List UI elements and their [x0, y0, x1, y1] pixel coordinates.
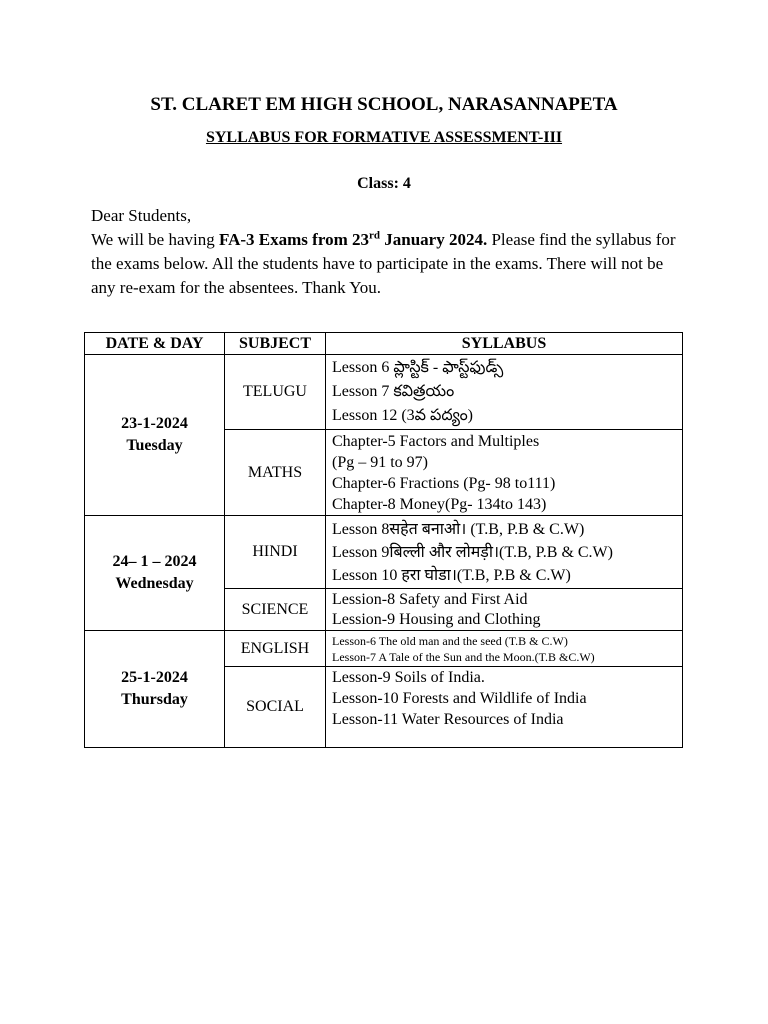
table-row [85, 355, 683, 430]
subject-cell: HINDI [225, 516, 326, 589]
exam-day: Thursday [121, 691, 188, 708]
syllabus-line: Lesson 12 (3వ పద్యం) [332, 407, 474, 424]
syllabus-cell [326, 631, 683, 667]
notice-letter [91, 204, 691, 300]
subject-cell: SOCIAL [225, 667, 326, 748]
document-title [0, 129, 768, 147]
syllabus-line: Lesson-9 Soils of India. [332, 669, 485, 686]
syllabus-line: (Pg – 91 to 97) [332, 453, 428, 471]
date-cell [85, 631, 225, 748]
date-cell [85, 516, 225, 631]
body-text: Please find the syllabus for the exams below. All the students have to participate in the exams. There will not be any re-exam for the absentees. Thank You. [91, 230, 676, 297]
table-row [85, 631, 683, 667]
syllabus-line: Lesson-7 A Tale of the Sun and the Moon.(T.B &C.W) [332, 649, 595, 664]
table-header-row [85, 333, 683, 355]
subject-cell: MATHS [225, 430, 326, 516]
exam-highlight [219, 230, 487, 249]
syllabus-line: Lesson-6 The old man and the seed (T.B & C.W) [332, 633, 568, 648]
date-cell [85, 355, 225, 516]
syllabus-cell [326, 589, 683, 631]
exam-day: Wednesday [115, 575, 194, 592]
exam-date: 25-1-2024 [121, 669, 188, 686]
syllabus-line: Lesson 9बिल्ली और लोमड़ी।(T.B, P.B & C.W) [332, 543, 613, 561]
greeting: Dear Students, [91, 206, 192, 225]
syllabus-line: Lesson 6 ప్లాస్టిక్ - ఫాస్ట్‌ఫుడ్స్ [332, 359, 504, 376]
syllabus-line: Lesson 7 కవిత్రయం [332, 383, 455, 400]
table-row [85, 516, 683, 589]
header-date-day: DATE & DAY [85, 333, 225, 355]
syllabus-cell [326, 516, 683, 589]
ordinal-suffix: rd [369, 229, 380, 242]
syllabus-line: Lesson-11 Water Resources of India [332, 711, 564, 728]
highlight-start: FA-3 Exams from 23 [219, 230, 369, 249]
syllabus-cell [326, 355, 683, 430]
syllabus-line: Lesson 10 हरा घोडा।(T.B, P.B & C.W) [332, 566, 571, 584]
syllabus-line: Chapter-6 Fractions (Pg- 98 to111) [332, 474, 556, 492]
class-label: Class: 4 [357, 175, 411, 192]
syllabus-line: Chapter-8 Money(Pg- 134to 143) [332, 495, 547, 513]
exam-date: 23-1-2024 [121, 415, 188, 432]
exam-day: Tuesday [126, 437, 183, 454]
syllabus-cell [326, 667, 683, 748]
header-subject: SUBJECT [225, 333, 326, 355]
syllabus-line: Lession-9 Housing and Clothing [332, 610, 541, 628]
subject-cell: SCIENCE [225, 589, 326, 631]
syllabus-line: Chapter-5 Factors and Multiples [332, 432, 540, 450]
syllabus-line: Lesson-10 Forests and Wildlife of India [332, 690, 587, 707]
header-syllabus: SYLLABUS [326, 333, 683, 355]
syllabus-line: Lession-8 Safety and First Aid [332, 590, 528, 608]
document-title-text: SYLLABUS FOR FORMATIVE ASSESSMENT-III [205, 129, 563, 146]
highlight-end: January 2024. [380, 230, 488, 249]
school-name: ST. CLARET EM HIGH SCHOOL, NARASANNAPETA [150, 94, 618, 115]
syllabus-table [84, 332, 683, 748]
syllabus-line: Lesson 8सहेत बनाओ। (T.B, P.B & C.W) [332, 520, 585, 538]
syllabus-cell [326, 430, 683, 516]
subject-cell: ENGLISH [225, 631, 326, 667]
notice-paragraph [91, 228, 691, 300]
intro-text: We will be having [91, 230, 219, 249]
exam-date: 24– 1 – 2024 [112, 553, 197, 570]
subject-cell: TELUGU [225, 355, 326, 430]
